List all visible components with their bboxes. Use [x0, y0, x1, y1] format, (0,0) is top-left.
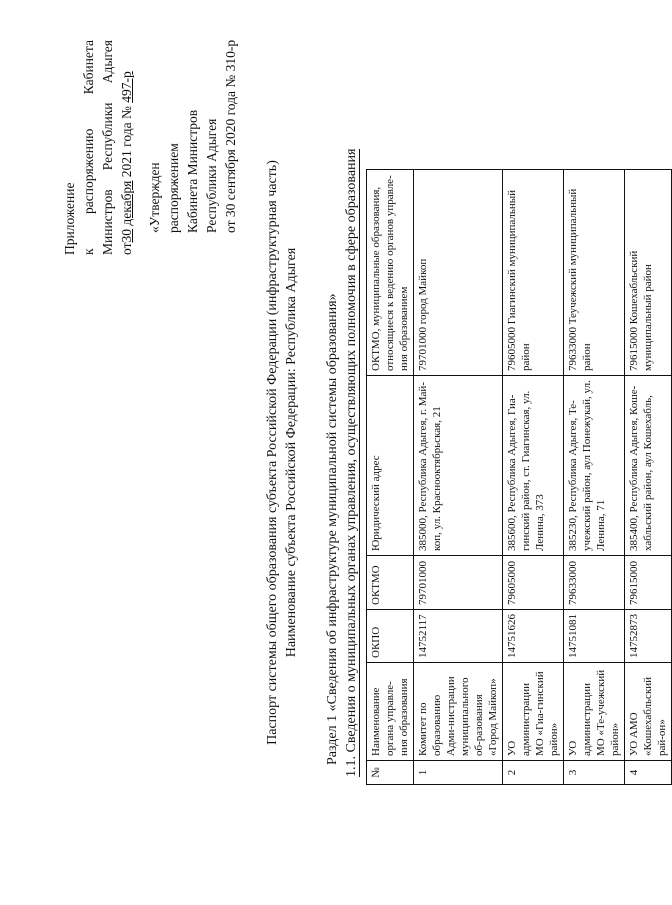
header-cell: ОКПО: [367, 610, 414, 663]
oktmo-cell: 79701000: [414, 556, 503, 610]
annex-line-2: [79, 40, 98, 255]
authority-name: УО администрации МО «Те-учежский район»: [564, 663, 625, 761]
header-cell: №: [367, 761, 414, 785]
legal-address: 385230, Республика Адыгея, Те-учежский район, аул Понежукай, ул. Ленина, 71: [564, 376, 625, 556]
authority-name: Комитет по образованию Адми-нистрации муниципального об-разования «Город Майкоп»: [414, 663, 503, 761]
okpo-cell: 14751626: [503, 610, 564, 663]
row-number: 1: [414, 761, 503, 785]
okpo-cell: 14752117: [414, 610, 503, 663]
row-number: 2: [503, 761, 564, 785]
authority-name: УО АМО «Кошехабльский рай-он»: [625, 663, 672, 761]
municipal-units: 79615000 Кошехабльский муниципальный район: [625, 170, 672, 376]
approved-line: Республики Адыгея: [204, 118, 219, 233]
municipal-units: 79605000 Гиагинский муниципальный район: [503, 170, 564, 376]
header-cell: Наименование органа управле-ния образования: [367, 663, 414, 761]
section-1-heading: Раздел 1 «Сведения об инфраструктуре муниципальной системы образования»: [325, 293, 340, 765]
passport-heading: [263, 0, 301, 905]
okpo-cell: 14752873: [625, 610, 672, 663]
annex-title: Приложение: [62, 182, 77, 255]
table-row: [625, 170, 672, 785]
oktmo-cell: 79605000: [503, 556, 564, 610]
date-year: 2021 года №: [119, 106, 134, 178]
okpo-cell: 14751081: [564, 610, 625, 663]
annex-word: Республики: [100, 102, 115, 171]
section-1-1-heading: [342, 17, 361, 777]
date-day: 30: [119, 229, 134, 243]
approved-line: «Утвержден: [147, 162, 162, 233]
oktmo-cell: 79615000: [625, 556, 672, 610]
header-cell: Юридический адрес: [367, 376, 414, 556]
annex-word: к: [81, 248, 96, 255]
table-row: [564, 170, 625, 785]
annex-word: Кабинета: [81, 40, 96, 95]
annex-line-3: [98, 40, 117, 255]
oktmo-cell: 79633000: [564, 556, 625, 610]
authority-name: УО администрации МО «Гиа-гинский район»: [503, 663, 564, 761]
legal-address: 385000, Республика Адыгея, г. Май-коп, ул. Краснооктябрьская, 21: [414, 376, 503, 556]
legal-address: 385600, Республика Адыгея, Гиа-гинский район, ст. Гиагинская, ул. Ленина, 373: [503, 376, 564, 556]
passport-title: Паспорт системы общего образования субъекта Российской Федерации (инфраструктурная часть): [265, 160, 280, 745]
approved-line: Кабинета Министров: [185, 109, 200, 233]
date-number: 497-р: [119, 71, 134, 103]
annex-word: распоряжению: [81, 128, 96, 214]
legal-address: 385400, Республика Адыгея, Коше-хабльский район, аул Кошехабль,: [625, 376, 672, 556]
table-row: [414, 170, 503, 785]
header-cell: ОКТМО: [367, 556, 414, 610]
approved-line: от 30 сентября 2020 года № 310-р: [223, 39, 238, 233]
section-1-1-text: 1.1. Сведения о муниципальных органах управления, осуществляющих полномочия в сфере образования: [344, 148, 359, 777]
table-header-row: [367, 170, 414, 785]
annex-word: Министров: [100, 189, 115, 255]
table-row: [503, 170, 564, 785]
date-month: декабря: [119, 180, 134, 226]
annex-block: [60, 40, 136, 255]
annex-date: [117, 40, 136, 255]
header-cell: ОКТМО, муниципальные образования, относящиеся к ведению органов управле-ния образованием: [367, 170, 414, 376]
row-number: 3: [564, 761, 625, 785]
municipal-units: 79701000 город Майкоп: [414, 170, 503, 376]
municipal-units: 79633000 Теучежский муниципальный район: [564, 170, 625, 376]
row-number: 4: [625, 761, 672, 785]
date-prefix: от: [119, 242, 134, 255]
education-authorities-table: [366, 169, 672, 785]
passport-subtitle: Наименование субъекта Российской Федерации: Республика Адыгея: [284, 247, 299, 658]
annex-word: Адыгея: [100, 40, 115, 84]
approved-line: распоряжением: [166, 143, 181, 233]
approved-block: [145, 18, 240, 233]
